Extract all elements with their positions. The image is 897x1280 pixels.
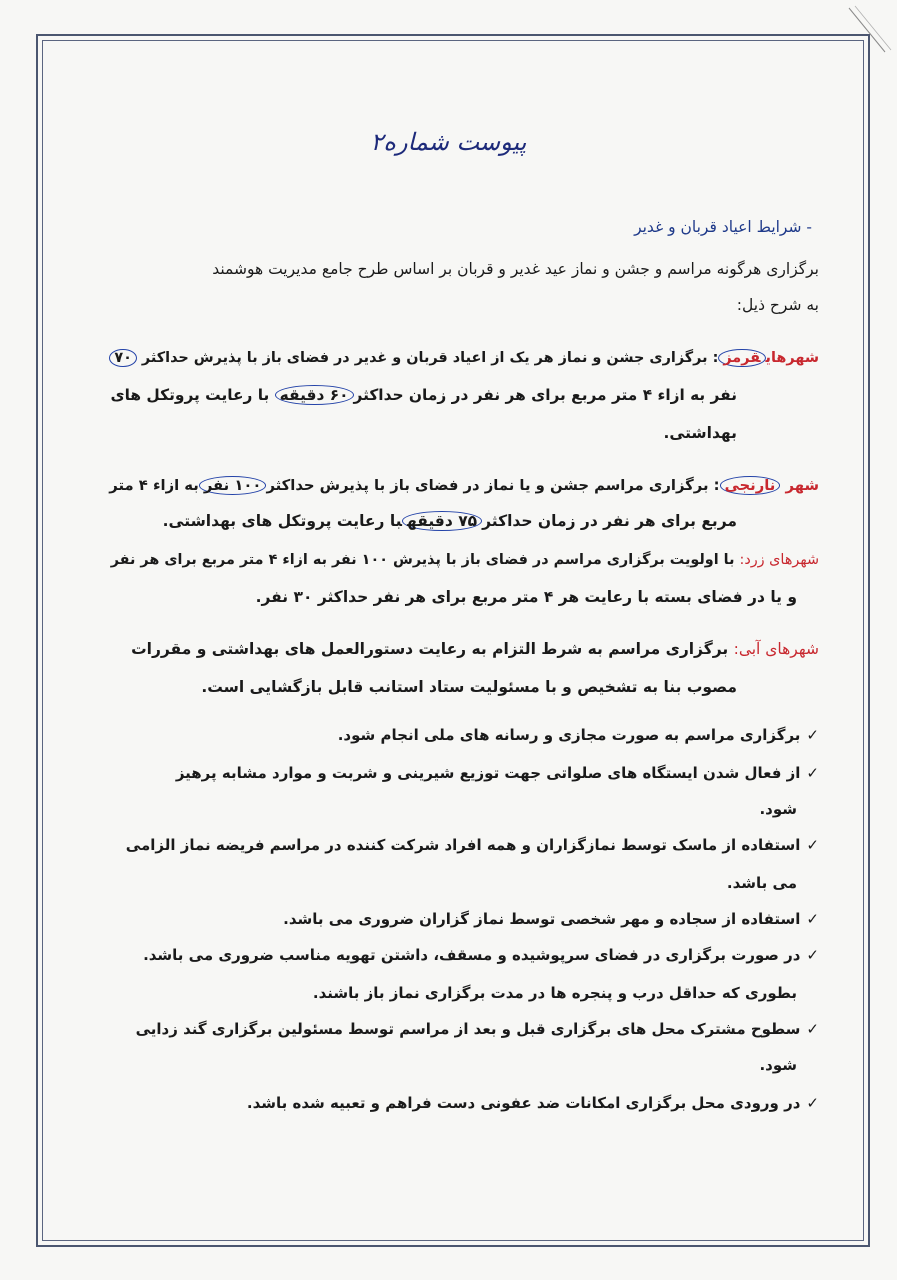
document-title: پیوست شماره۲ (370, 128, 527, 156)
checklist-item-7 (247, 1094, 819, 1112)
check-icon: ✓ (806, 946, 819, 964)
red-cities-text-1: : برگزاری جشن و نماز هر یک از اعیاد قربان و غدیر در فضای باز با پذیرش حداکثر (141, 350, 719, 366)
checklist-item-5 (143, 946, 819, 964)
red-cities-label: شهرهای (765, 350, 819, 366)
checklist-item-2 (176, 764, 819, 782)
check-icon: ✓ (806, 1094, 819, 1112)
checklist-item-3-cont: می باشد. (726, 874, 797, 892)
orange-capacity-circled: ۱۰۰ نفر (199, 476, 267, 495)
check-icon: ✓ (806, 1020, 819, 1038)
checklist-item-text: در ورودی محل برگزاری امکانات ضد عفونی دست فراهم و تعبیه شده باشد. (246, 1094, 801, 1112)
orange-label-circled: نارنجی (720, 476, 781, 495)
intro-line-1: برگزاری هرگونه مراسم و جشن و نماز عید غدیر و قربان بر اساس طرح جامع مدیریت هوشمند (212, 260, 819, 278)
yellow-cities-text-1: با اولویت برگزاری مراسم در فضای باز با پذیرش ۱۰۰ نفر به ازاء ۴ متر مربع برای هر نفر (110, 552, 735, 568)
page-corner-fold (827, 0, 897, 60)
checklist-item-5-cont: بطوری که حداقل درب و پنجره ها در مدت برگزاری نماز باز باشند. (312, 984, 797, 1002)
checklist-item-6 (136, 1020, 819, 1038)
yellow-cities-label: شهرهای زرد: (739, 552, 819, 568)
check-icon: ✓ (806, 764, 819, 782)
orange-city-text-3: مربع برای هر نفر در زمان حداکثر (482, 512, 737, 530)
yellow-cities-line-2: و یا در فضای بسته با رعایت هر ۴ متر مربع برای هر نفر حداکثر ۳۰ نفر. (255, 588, 797, 606)
checklist-item-text: از فعال شدن ایستگاه های صلواتی جهت توزیع شیرینی و شربت و موارد مشابه پرهیز (175, 764, 801, 782)
orange-city-text-2: به ازاء ۴ متر (109, 477, 199, 494)
blue-cities-text-1: برگزاری مراسم به شرط التزام به رعایت دستورالعمل های بهداشتی و مقررات (131, 640, 729, 658)
intro-line-2: به شرح ذیل: (736, 296, 819, 314)
blue-cities-label: شهرهای آبی: (733, 640, 819, 658)
checklist-item-text: سطوح مشترک محل های برگزاری قبل و بعد از مراسم توسط مسئولین برگزاری گند زدایی (135, 1020, 801, 1038)
red-cities-text-3: با رعایت پروتکل های (110, 386, 275, 404)
red-cities-line-1 (109, 350, 819, 366)
orange-city-label: شهر (785, 477, 819, 494)
orange-city-text-1: : برگزاری مراسم جشن و یا نماز در فضای باز با پذیرش حداکثر (266, 477, 720, 494)
checklist-item-1 (338, 726, 819, 744)
red-time-circled: ۶۰ دقیقه (275, 385, 354, 405)
orange-city-text-4: با رعایت پروتکل های بهداشتی. (162, 512, 402, 530)
red-cities-line-2 (111, 386, 738, 404)
checklist-item-3 (126, 836, 819, 854)
checklist-item-6-cont: شود. (759, 1056, 797, 1074)
checklist-item-text: در صورت برگزاری در فضای سرپوشیده و مسقف، داشتن تهویه مناسب ضروری می باشد. (143, 946, 801, 964)
checklist-item-text: برگزاری مراسم به صورت مجازی و رسانه های ملی انجام شود. (337, 726, 801, 744)
red-cities-text-2: نفر به ازاء ۴ متر مربع برای هر نفر در زمان حداکثر (353, 386, 737, 404)
orange-time-circled: ۷۵ دقیقه (402, 511, 482, 531)
blue-cities-line-1 (131, 640, 819, 658)
checklist-item-2-cont: شود. (759, 800, 797, 818)
section-heading: - شرایط اعیاد قربان و غدیر (634, 218, 812, 236)
red-capacity-circled: ۷۰ (109, 349, 137, 367)
check-icon: ✓ (806, 910, 819, 928)
red-label-circled: قرمز (718, 349, 765, 367)
checklist-item-4 (283, 910, 819, 928)
check-icon: ✓ (806, 836, 819, 854)
red-cities-line-3: بهداشتی. (663, 424, 737, 442)
yellow-cities-line-1 (111, 552, 819, 568)
orange-city-line-1 (109, 477, 819, 494)
checklist-item-text: استفاده از ماسک توسط نمازگزاران و همه افراد شرکت کننده در مراسم فریضه نماز الزامی (125, 836, 801, 854)
checklist-item-text: استفاده از سجاده و مهر شخصی توسط نماز گزاران ضروری می باشد. (283, 910, 801, 928)
blue-cities-line-2: مصوب بنا به تشخیص و با مسئولیت ستاد استانب قابل بازگشایی است. (201, 678, 737, 696)
check-icon: ✓ (806, 726, 819, 744)
orange-city-line-2 (163, 512, 737, 530)
